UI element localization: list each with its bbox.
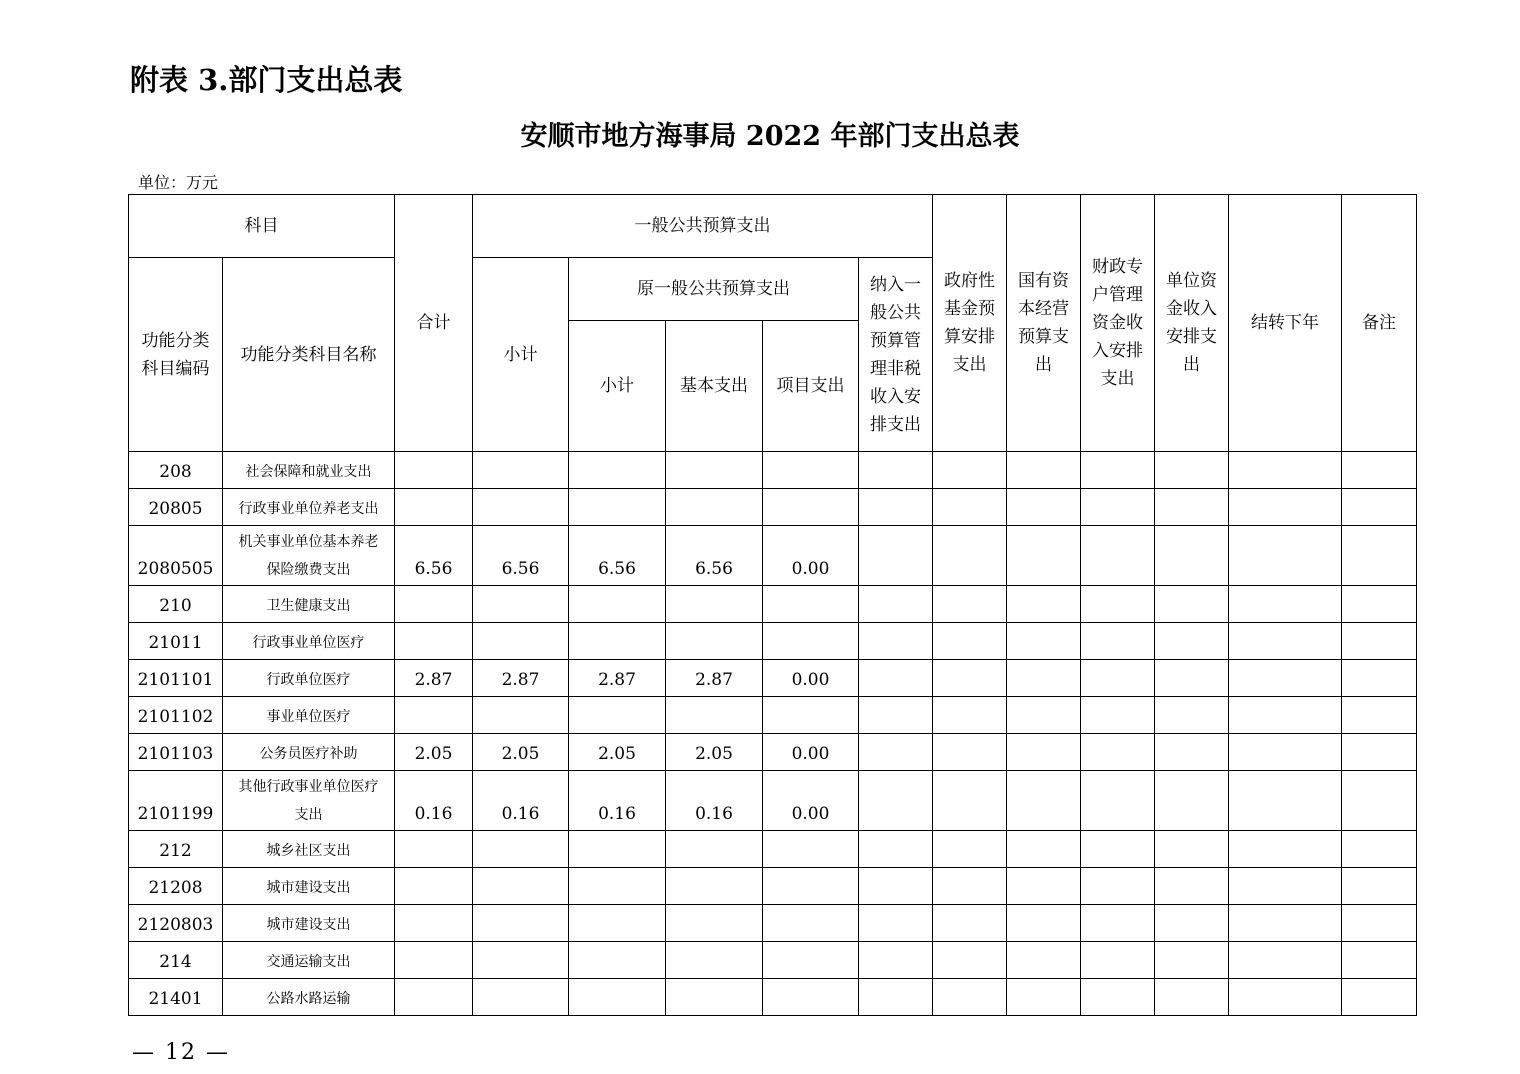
row-empty-cell — [1081, 660, 1155, 697]
row-project: 0.00 — [763, 526, 859, 586]
row-empty-cell — [1342, 905, 1417, 942]
row-orig-subtotal — [569, 623, 666, 660]
row-empty-cell — [859, 452, 933, 489]
row-empty-cell — [1229, 905, 1342, 942]
row-empty-cell — [1081, 526, 1155, 586]
row-orig-subtotal: 6.56 — [569, 526, 666, 586]
row-empty-cell — [1229, 979, 1342, 1016]
row-empty-cell — [1342, 734, 1417, 771]
row-basic — [666, 942, 763, 979]
row-empty-cell — [1229, 660, 1342, 697]
row-empty-cell — [1081, 831, 1155, 868]
row-empty-cell — [1155, 697, 1229, 734]
row-empty-cell — [1155, 734, 1229, 771]
row-empty-cell — [859, 868, 933, 905]
row-empty-cell — [1155, 868, 1229, 905]
row-name: 公务员医疗补助 — [223, 734, 395, 771]
row-empty-cell — [1229, 831, 1342, 868]
row-empty-cell — [1229, 771, 1342, 831]
row-subtotal — [473, 623, 569, 660]
row-basic: 6.56 — [666, 526, 763, 586]
row-code: 210 — [129, 586, 223, 623]
row-empty-cell — [1007, 526, 1081, 586]
row-empty-cell — [859, 623, 933, 660]
row-empty-cell — [1007, 979, 1081, 1016]
table-row — [129, 868, 1417, 905]
row-empty-cell — [1081, 868, 1155, 905]
row-empty-cell — [1342, 771, 1417, 831]
row-empty-cell — [1155, 452, 1229, 489]
row-empty-cell — [1155, 623, 1229, 660]
table-body — [129, 452, 1417, 1016]
row-empty-cell — [1229, 697, 1342, 734]
row-empty-cell — [1007, 868, 1081, 905]
row-empty-cell — [933, 586, 1007, 623]
row-empty-cell — [1155, 942, 1229, 979]
row-code: 2120803 — [129, 905, 223, 942]
row-project — [763, 623, 859, 660]
row-orig-subtotal: 2.05 — [569, 734, 666, 771]
row-code: 208 — [129, 452, 223, 489]
row-empty-cell — [1342, 623, 1417, 660]
row-project — [763, 831, 859, 868]
row-name: 公路水路运输 — [223, 979, 395, 1016]
row-basic — [666, 586, 763, 623]
table-row — [129, 979, 1417, 1016]
row-total: 2.87 — [395, 660, 473, 697]
row-name: 其他行政事业单位医疗支出 — [223, 771, 395, 831]
row-total: 6.56 — [395, 526, 473, 586]
row-basic — [666, 697, 763, 734]
row-total — [395, 586, 473, 623]
row-subtotal — [473, 697, 569, 734]
row-subtotal: 2.05 — [473, 734, 569, 771]
table-row — [129, 660, 1417, 697]
header-subject: 科目 — [129, 195, 395, 258]
header-remarks: 备注 — [1342, 195, 1417, 452]
row-orig-subtotal — [569, 905, 666, 942]
row-project — [763, 868, 859, 905]
row-empty-cell — [1081, 452, 1155, 489]
row-subtotal — [473, 452, 569, 489]
row-empty-cell — [859, 489, 933, 526]
expenditure-table — [128, 194, 1417, 1016]
row-code: 214 — [129, 942, 223, 979]
row-empty-cell — [859, 942, 933, 979]
row-subtotal — [473, 905, 569, 942]
row-basic — [666, 831, 763, 868]
header-state-capital: 国有资本经营预算支出 — [1007, 195, 1081, 452]
row-orig-subtotal — [569, 489, 666, 526]
row-code: 21208 — [129, 868, 223, 905]
row-project — [763, 697, 859, 734]
row-name: 事业单位医疗 — [223, 697, 395, 734]
row-total: 2.05 — [395, 734, 473, 771]
row-empty-cell — [859, 660, 933, 697]
header-unit-funds: 单位资金收入安排支出 — [1155, 195, 1229, 452]
row-basic: 0.16 — [666, 771, 763, 831]
row-subtotal: 0.16 — [473, 771, 569, 831]
row-name: 机关事业单位基本养老保险缴费支出 — [223, 526, 395, 586]
row-total: 0.16 — [395, 771, 473, 831]
row-empty-cell — [1229, 623, 1342, 660]
row-empty-cell — [1155, 905, 1229, 942]
row-empty-cell — [1229, 734, 1342, 771]
row-name: 交通运输支出 — [223, 942, 395, 979]
row-code: 21401 — [129, 979, 223, 1016]
row-total — [395, 942, 473, 979]
row-project: 0.00 — [763, 660, 859, 697]
row-empty-cell — [859, 526, 933, 586]
attachment-title: 附表 3.部门支出总表 — [130, 63, 403, 97]
header-orig-subtotal: 小计 — [569, 321, 666, 452]
row-empty-cell — [1007, 942, 1081, 979]
row-empty-cell — [859, 979, 933, 1016]
table-row — [129, 771, 1417, 831]
row-name: 卫生健康支出 — [223, 586, 395, 623]
row-basic: 2.87 — [666, 660, 763, 697]
row-subtotal — [473, 489, 569, 526]
table-row — [129, 905, 1417, 942]
unit-label: 单位：万元 — [138, 173, 219, 192]
row-code: 20805 — [129, 489, 223, 526]
row-empty-cell — [1342, 586, 1417, 623]
row-basic — [666, 979, 763, 1016]
row-empty-cell — [1081, 905, 1155, 942]
header-fiscal-special: 财政专户管理资金收入安排支出 — [1081, 195, 1155, 452]
row-empty-cell — [1155, 979, 1229, 1016]
header-nontax: 纳入一般公共预算管理非税收入安排支出 — [859, 258, 933, 452]
row-total — [395, 697, 473, 734]
row-empty-cell — [933, 526, 1007, 586]
page-number: — 12 — — [132, 1040, 230, 1065]
row-empty-cell — [1342, 660, 1417, 697]
row-subtotal — [473, 979, 569, 1016]
table-row — [129, 452, 1417, 489]
row-total — [395, 979, 473, 1016]
row-orig-subtotal: 2.87 — [569, 660, 666, 697]
row-empty-cell — [1007, 697, 1081, 734]
row-orig-subtotal — [569, 452, 666, 489]
row-empty-cell — [933, 452, 1007, 489]
row-empty-cell — [1081, 489, 1155, 526]
table-row — [129, 489, 1417, 526]
row-orig-subtotal — [569, 868, 666, 905]
header-general-budget: 一般公共预算支出 — [473, 195, 933, 258]
row-total — [395, 489, 473, 526]
header-basic: 基本支出 — [666, 321, 763, 452]
row-empty-cell — [1155, 586, 1229, 623]
row-empty-cell — [859, 697, 933, 734]
row-empty-cell — [1342, 831, 1417, 868]
row-empty-cell — [933, 734, 1007, 771]
row-project — [763, 586, 859, 623]
row-empty-cell — [1229, 942, 1342, 979]
row-orig-subtotal — [569, 831, 666, 868]
row-empty-cell — [1342, 979, 1417, 1016]
row-total — [395, 868, 473, 905]
row-name: 城市建设支出 — [223, 868, 395, 905]
row-empty-cell — [933, 905, 1007, 942]
row-empty-cell — [1081, 979, 1155, 1016]
row-empty-cell — [1007, 660, 1081, 697]
table-row — [129, 586, 1417, 623]
row-name: 行政事业单位医疗 — [223, 623, 395, 660]
row-orig-subtotal — [569, 979, 666, 1016]
row-empty-cell — [1342, 697, 1417, 734]
table-row — [129, 734, 1417, 771]
row-empty-cell — [1007, 734, 1081, 771]
row-empty-cell — [1081, 623, 1155, 660]
row-empty-cell — [1007, 489, 1081, 526]
row-empty-cell — [1081, 734, 1155, 771]
row-code: 2101101 — [129, 660, 223, 697]
row-empty-cell — [1081, 942, 1155, 979]
row-subtotal: 6.56 — [473, 526, 569, 586]
row-empty-cell — [1007, 831, 1081, 868]
header-func-name: 功能分类科目名称 — [223, 258, 395, 452]
row-empty-cell — [859, 734, 933, 771]
table-row — [129, 623, 1417, 660]
header-subtotal: 小计 — [473, 258, 569, 452]
row-empty-cell — [1007, 771, 1081, 831]
row-empty-cell — [1155, 831, 1229, 868]
row-basic — [666, 623, 763, 660]
row-subtotal — [473, 942, 569, 979]
row-empty-cell — [1007, 586, 1081, 623]
row-empty-cell — [1081, 586, 1155, 623]
row-empty-cell — [1342, 452, 1417, 489]
row-orig-subtotal — [569, 942, 666, 979]
row-empty-cell — [1155, 771, 1229, 831]
row-code: 2080505 — [129, 526, 223, 586]
row-empty-cell — [1342, 868, 1417, 905]
row-code: 21011 — [129, 623, 223, 660]
row-empty-cell — [1342, 489, 1417, 526]
row-empty-cell — [1342, 526, 1417, 586]
row-empty-cell — [1007, 905, 1081, 942]
header-carry-over: 结转下年 — [1229, 195, 1342, 452]
row-name: 行政事业单位养老支出 — [223, 489, 395, 526]
row-empty-cell — [1342, 942, 1417, 979]
header-gov-fund: 政府性基金预算安排支出 — [933, 195, 1007, 452]
header-orig-general: 原一般公共预算支出 — [569, 258, 859, 321]
table-row — [129, 942, 1417, 979]
page-title: 安顺市地方海事局 2022 年部门支出总表 — [520, 121, 1020, 152]
table-row — [129, 831, 1417, 868]
row-empty-cell — [859, 771, 933, 831]
row-subtotal — [473, 868, 569, 905]
row-total — [395, 831, 473, 868]
row-empty-cell — [933, 831, 1007, 868]
row-orig-subtotal: 0.16 — [569, 771, 666, 831]
row-empty-cell — [859, 831, 933, 868]
row-empty-cell — [933, 697, 1007, 734]
table-row — [129, 697, 1417, 734]
header-total: 合计 — [395, 195, 473, 452]
row-empty-cell — [859, 905, 933, 942]
row-empty-cell — [1081, 697, 1155, 734]
row-empty-cell — [1155, 660, 1229, 697]
row-empty-cell — [933, 660, 1007, 697]
row-project — [763, 979, 859, 1016]
row-code: 212 — [129, 831, 223, 868]
row-project: 0.00 — [763, 734, 859, 771]
row-basic: 2.05 — [666, 734, 763, 771]
row-code: 2101102 — [129, 697, 223, 734]
row-code: 2101199 — [129, 771, 223, 831]
row-empty-cell — [859, 586, 933, 623]
row-empty-cell — [1229, 586, 1342, 623]
table-row — [129, 526, 1417, 586]
row-subtotal: 2.87 — [473, 660, 569, 697]
row-name: 城市建设支出 — [223, 905, 395, 942]
row-empty-cell — [1155, 489, 1229, 526]
row-basic — [666, 452, 763, 489]
row-basic — [666, 905, 763, 942]
row-orig-subtotal — [569, 697, 666, 734]
row-empty-cell — [933, 489, 1007, 526]
row-subtotal — [473, 586, 569, 623]
row-basic — [666, 489, 763, 526]
row-project — [763, 452, 859, 489]
row-subtotal — [473, 831, 569, 868]
row-empty-cell — [1229, 489, 1342, 526]
row-empty-cell — [933, 623, 1007, 660]
row-empty-cell — [933, 868, 1007, 905]
row-orig-subtotal — [569, 586, 666, 623]
row-empty-cell — [933, 979, 1007, 1016]
row-name: 社会保障和就业支出 — [223, 452, 395, 489]
row-basic — [666, 868, 763, 905]
header-func-code: 功能分类科目编码 — [129, 258, 223, 452]
row-code: 2101103 — [129, 734, 223, 771]
row-project: 0.00 — [763, 771, 859, 831]
row-project — [763, 942, 859, 979]
header-project: 项目支出 — [763, 321, 859, 452]
row-empty-cell — [1081, 771, 1155, 831]
row-name: 城乡社区支出 — [223, 831, 395, 868]
row-empty-cell — [1007, 452, 1081, 489]
row-empty-cell — [1229, 452, 1342, 489]
row-total — [395, 452, 473, 489]
row-project — [763, 489, 859, 526]
row-name: 行政单位医疗 — [223, 660, 395, 697]
row-empty-cell — [933, 771, 1007, 831]
row-total — [395, 905, 473, 942]
row-empty-cell — [1007, 623, 1081, 660]
row-project — [763, 905, 859, 942]
row-total — [395, 623, 473, 660]
row-empty-cell — [1155, 526, 1229, 586]
row-empty-cell — [1229, 868, 1342, 905]
row-empty-cell — [1229, 526, 1342, 586]
row-empty-cell — [933, 942, 1007, 979]
